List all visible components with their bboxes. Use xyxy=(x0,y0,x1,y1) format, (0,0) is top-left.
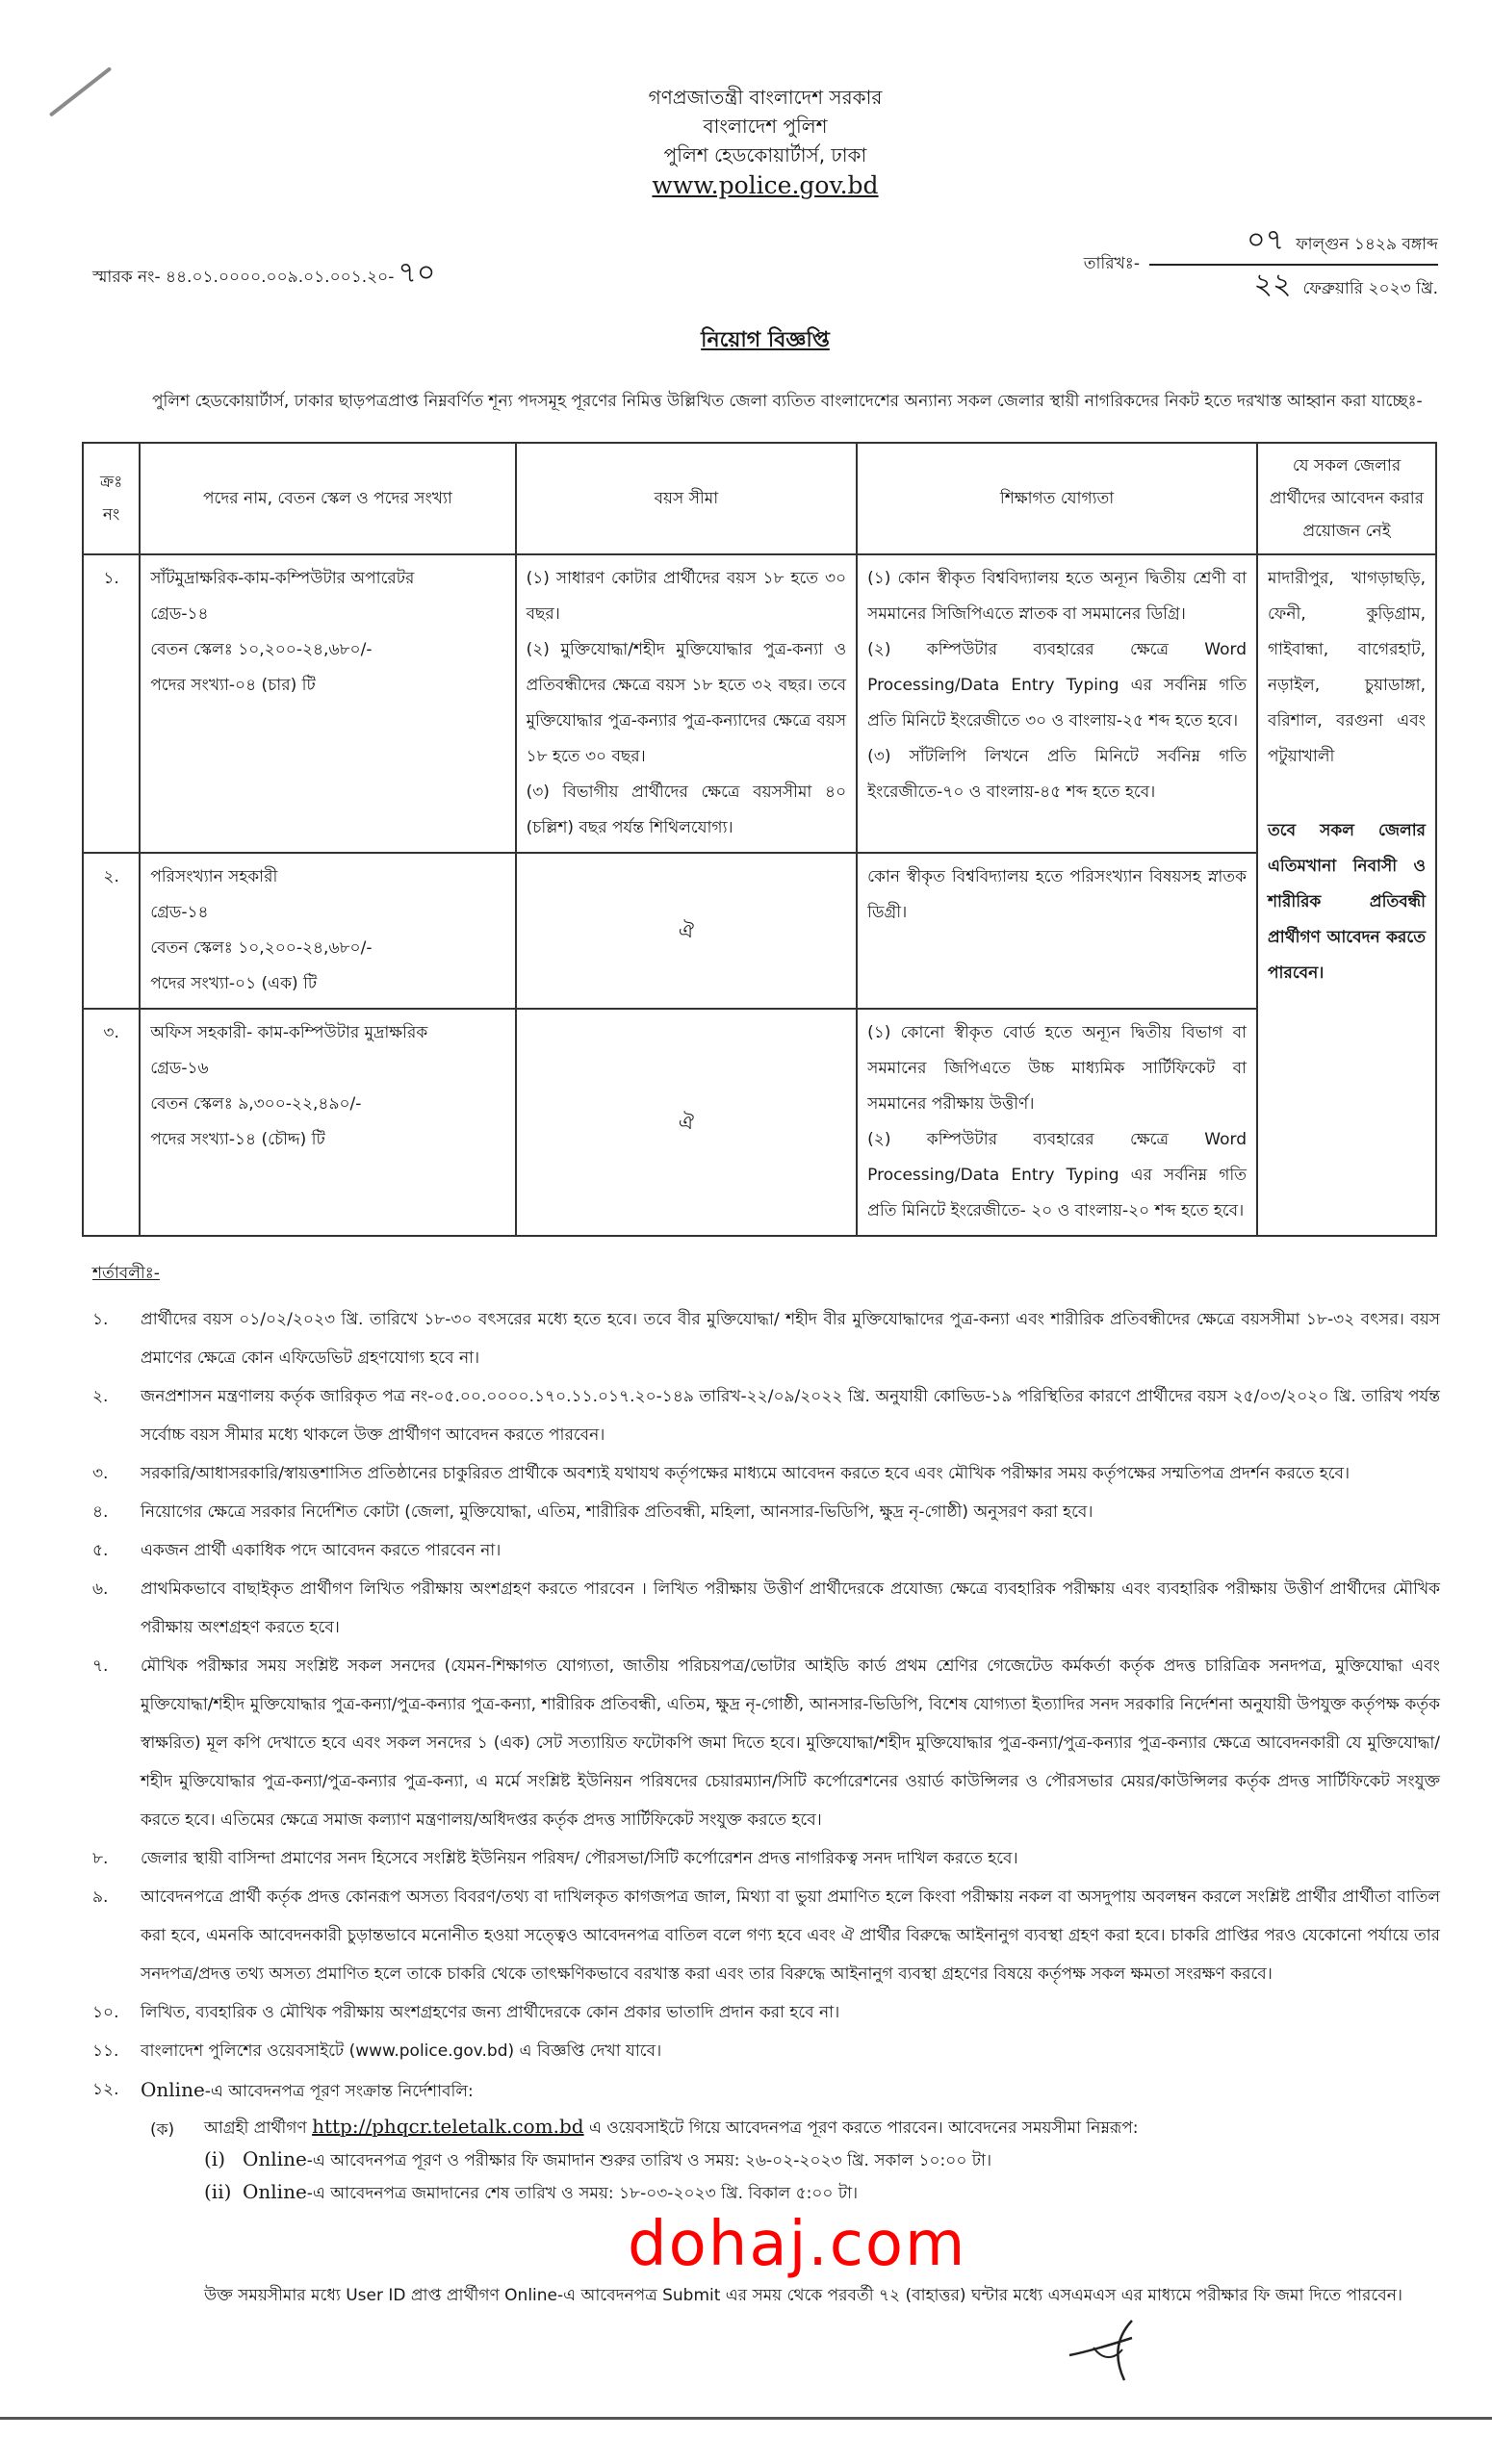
english-day: ২২ xyxy=(1253,268,1292,301)
age-ditto: ঐ xyxy=(516,853,858,1009)
term-text: মৌখিক পরীক্ষার সময় সংশ্লিষ্ট সকল সনদের (যেমন-শিক্ষাগত যোগ্যতা, জাতীয় পরিচয়পত্র/ভোটার আইডি কার্ড প্রথম শ্রেণির গেজেটেড কর্মকর্তা কর্তৃক প্রদত্ত চারিত্রিক সনদপত্র, মুক্তিযোদ্ধা এবং মুক্তিযোদ্ধা/শহীদ মুক্তিযোদ্ধার পুত্র-কন্যা/পুত্র-কন্যার পুত্র-কন্যা, শারীরিক প্রতিবন্ধী, এতিম, ক্ষুদ্র নৃ-গোষ্ঠী, আনসার-ভিডিপি, বিশেষ যোগ্যতা ইত্যাদির সনদ সরকারি নির্দেশনা অনুযায়ী উপযুক্ত কর্তৃপক্ষ কর্তৃক স্বাক্ষরিত) মূল কপি দেখাতে হবে এবং সকল সনদের ১ (এক) সেট সত্যায়িত ফটোকপি জমা দিতে হবে। মুক্তিযোদ্ধা/শহীদ মুক্তিযোদ্ধার পুত্র-কন্যা/পুত্র-কন্যার পুত্র-কন্যার ক্ষেত্রে আবেদনকারী যে মুক্তিযোদ্ধা/শহীদ মুক্তিযোদ্ধার পুত্র-কন্যা/পুত্র-কন্যার পুত্র-কন্যা, এ মর্মে সংশ্লিষ্ট ইউনিয়ন পরিষদের চেয়ারম্যান/সিটি কর্পোরেশনের ওয়ার্ড কাউন্সিলর ও পৌরসভার মেয়র/কাউন্সিলর কর্তৃক প্রদত্ত সার্টিফিকেট সংযুক্ত করতে হবে। এতিমের ক্ষেত্রে সমাজ কল্যাণ মন্ত্রণালয়/অধিদপ্তর কর্তৃক প্রদত্ত সার্টিফিকেট সংযুক্ত করতে হবে। xyxy=(141,1656,1440,1830)
term-text: লিখিত, ব্যবহারিক ও মৌখিক পরীক্ষায় অংশগ্রহণের জন্য প্রার্থীদেরকে কোন প্রকার ভাতাদি প্রদান করা হবে না। xyxy=(141,2003,840,2022)
table-row xyxy=(83,1009,1436,1236)
online-sub-item xyxy=(150,2111,1440,2311)
link-pre-text: আগ্রহী প্রার্থীগণ xyxy=(204,2118,307,2138)
spacer xyxy=(1268,775,1426,813)
signature xyxy=(1065,2317,1151,2384)
application-link-line xyxy=(204,2111,1440,2143)
date-label: তারিখঃ- xyxy=(1083,254,1140,273)
header-age: বয়স সীমা xyxy=(516,443,858,554)
memo-handwritten-no: ৭০ xyxy=(398,256,436,290)
page-bottom-edge xyxy=(0,2417,1492,2420)
term-text: জেলার স্থায়ী বাসিন্দা প্রমাণের সনদ হিসেবে সংশ্লিষ্ট ইউনিয়ন পরিষদ/ পৌরসভা/সিটি কর্পোরেশন প্রদত্ত নাগরিকত্ব সনদ দাখিল করতে হবে। xyxy=(141,1849,1018,1868)
post-scale: বেতন স্কেলঃ ৯,৩০০-২২,৪৯০/- xyxy=(150,1094,362,1114)
row-sl: ৩. xyxy=(83,1009,140,1236)
edu-item: (১) কোনো স্বীকৃত বোর্ড হতে অন্যূন দ্বিতীয় বিভাগ বা সমমানের জিপিএতে উচ্চ মাধ্যমিক সার্টিফিকেট বা সমমানের পরীক্ষায় উত্তীর্ণ। xyxy=(867,1023,1247,1114)
term-number: ৫. xyxy=(92,1541,109,1560)
row-sl: ১. xyxy=(83,554,140,853)
post-cell xyxy=(140,1009,515,1236)
notice-title-text: নিয়োগ বিজ্ঞপ্তি xyxy=(701,328,830,352)
districts-note: তবে সকল জেলার এতিমখানা নিবাসী ও শারীরিক প্রতিবন্ধী প্রার্থীগণ আবেদন করতে পারবেন। xyxy=(1268,821,1426,983)
term-item xyxy=(92,1300,1440,1377)
post-count: পদের সংখ্যা-১৪ (চৌদ্দ) টি xyxy=(150,1130,325,1149)
excluded-districts: মাদারীপুর, খাগড়াছড়ি, ফেনী, কুড়িগ্রাম, গাইবান্ধা, বাগেরহাট, নড়াইল, চুয়াডাঙ্গা, বরিশাল, বরগুনা এবং পটুয়াখালী xyxy=(1268,569,1426,766)
terms-section xyxy=(92,1254,1440,2311)
term-item xyxy=(92,1531,1440,1570)
time-number: (ii) xyxy=(204,2180,232,2203)
term-text: নিয়োগের ক্ষেত্রে সরকার নির্দেশিত কোটা (জেলা, মুক্তিযোদ্ধা, এতিম, শারীরিক প্রতিবন্ধী, মহিলা, আনসার-ভিডিপি, ক্ষুদ্র নৃ-গোষ্ঠী) অনুসরণ করা হবে। xyxy=(141,1502,1093,1522)
time-text: -এ আবেদনপত্র পূরণ ও পরীক্ষার ফি জমাদান শুরুর তারিখ ও সময়: ২৬-০২-২০২৩ খ্রি. সকাল ১০:০০ টা। xyxy=(306,2151,992,2170)
term-text: সরকারি/আধাসরকারি/স্বায়ত্তশাসিত প্রতিষ্ঠানের চাকুরিরত প্রার্থীকে অবশ্যই যথাযথ কর্তৃপক্ষের মাধ্যমে আবেদন করতে হবে এবং মৌখিক পরীক্ষার সময় কর্তৃপক্ষের সম্মতিপত্র প্রদর্শন করতে হবে। xyxy=(141,1464,1351,1483)
online-word: Online xyxy=(243,2147,307,2170)
govt-name: গণপ্রজাতন্ত্রী বাংলাদেশ সরকার xyxy=(648,86,883,109)
edu-item: (১) কোন স্বীকৃত বিশ্ববিদ্যালয় হতে অন্যূন দ্বিতীয় শ্রেণী বা সমমানের সিজিপিএতে স্নাতক বা সমমানের ডিগ্রি। xyxy=(867,569,1247,624)
term-number: ৭. xyxy=(92,1656,109,1676)
notice-title xyxy=(92,323,1438,359)
edu-item: (২) কম্পিউটার ব্যবহারের ক্ষেত্রে Word Processing/Data Entry Typing এর সর্বনিম্ন গতি প্রতি মিনিটে ইংরেজীতে- ২০ ও বাংলায়-২০ শব্দ হতে হবে। xyxy=(867,1130,1247,1220)
term-text: প্রাথমিকভাবে বাছাইকৃত প্রার্থীগণ লিখিত পরীক্ষায় অংশগ্রহণ করতে পারবেন । লিখিত পরীক্ষায় উত্তীর্ণ প্রার্থীদেরকে প্রযোজ্য ক্ষেত্রে ব্যবহারিক পরীক্ষায় এবং ব্যবহারিক পরীক্ষায় উত্তীর্ণ প্রার্থীদের মৌখিক পরীক্ষায় অংশগ্রহণ করতে হবে। xyxy=(141,1579,1441,1637)
table-row xyxy=(83,853,1436,1009)
sub-number: (ক) xyxy=(150,2120,175,2140)
vacancy-table xyxy=(82,442,1437,1237)
term-number: ৪. xyxy=(92,1502,109,1522)
online-instructions-title: -এ আবেদনপত্র পূরণ সংক্রান্ত নির্দেশাবলি: xyxy=(204,2082,474,2101)
term-number: ১. xyxy=(92,1310,109,1329)
watermark-row xyxy=(204,2209,1440,2280)
link-post-text: এ ওয়েবসাইটে গিয়ে আবেদনপত্র পূরণ করতে পারবেন। আবেদনের সময়সীমা নিম্নরূপ: xyxy=(589,2118,1139,2138)
term-number: ৩. xyxy=(92,1464,109,1483)
term-text: আবেদনপত্রে প্রার্থী কর্তৃক প্রদত্ত কোনরূপ অসত্য বিবরণ/তথ্য বা দাখিলকৃত কাগজপত্র জাল, মিথ্যা বা ভুয়া প্রমাণিত হলে কিংবা পরীক্ষায় নকল বা অসদুপায় অবলম্বন করলে সংশ্লিষ্ট প্রার্থীর প্রার্থীতা বাতিল করা হবে, এমনকি আবেদনকারী চুড়ান্তভাবে মনোনীত হওয়া সত্ত্বেও আবেদনপত্র বাতিল বলে গণ্য হবে এবং ঐ প্রার্থীর বিরুদ্ধে আইনানুগ ব্যবস্থা গ্রহণ করা হবে। চাকরি প্রাপ্তির পরও যেকোনো পর্যায়ে তার সনদপত্র/প্রদত্ত তথ্য অসত্য প্রমাণিত হলে তাকে চাকরি থেকে তাৎক্ষণিকভাবে বরখাস্ত করা এবং তার বিরুদ্ধে আইনানুগ ব্যবস্থা গ্রহণের বিষয়ে কর্তৃপক্ষ সকল ক্ষমতা সংরক্ষণ করবে। xyxy=(141,1887,1440,1984)
term-item xyxy=(92,1839,1440,1878)
term-item xyxy=(92,1493,1440,1531)
edu-cell xyxy=(857,1009,1257,1236)
end-time xyxy=(204,2176,1440,2209)
term-text: বাংলাদেশ পুলিশের ওয়েবসাইটে (www.police.gov.bd) এ বিজ্ঞপ্তি দেখা যাবে। xyxy=(141,2041,662,2061)
term-item-online xyxy=(92,2070,1440,2111)
term-item xyxy=(92,1570,1440,1647)
term-number: ১০. xyxy=(92,2003,119,2022)
memo-label: স্মারক নং- ৪৪.০১.০০০০.০০৯.০১.০০১.২০- xyxy=(92,268,395,287)
term-item xyxy=(92,1878,1440,1993)
edu-cell xyxy=(857,853,1257,1009)
row-sl: ২. xyxy=(83,853,140,1009)
signature-row xyxy=(92,2311,1438,2388)
terms-heading: শর্তাবলীঃ- xyxy=(92,1264,160,1283)
header-post: পদের নাম, বেতন স্কেল ও পদের সংখ্যা xyxy=(140,443,515,554)
term-number: ৮. xyxy=(92,1849,109,1868)
term-text: একজন প্রার্থী একাধিক পদে আবেদন করতে পারবেন না। xyxy=(141,1541,502,1560)
website-link[interactable]: www.police.gov.bd xyxy=(652,171,879,199)
english-month-year: ফেব্রুয়ারি ২০২৩ খ্রি. xyxy=(1302,279,1438,298)
dept-name: বাংলাদেশ পুলিশ xyxy=(703,115,828,138)
online-word: Online xyxy=(141,2078,205,2101)
edu-item: (২) কম্পিউটার ব্যবহারের ক্ষেত্রে Word Processing/Data Entry Typing এর সর্বনিম্ন গতি প্রতি মিনিটে ইংরেজীতে ৩০ ও বাংলায়-২৫ শব্দ হতে হবে। xyxy=(867,640,1247,731)
intro-paragraph: পুলিশ হেডকোয়ার্টার্স, ঢাকার ছাড়পত্রপ্রাপ্ত নিম্নবর্ণিত শূন্য পদসমূহ পূরণের নিমিত্ত উল্লিখিত জেলা ব্যতিত বাংলাদেশের অন্যান্য সকল জেলার স্থায়ী নাগরিকদের নিকট হতে দরখাস্ত আহ্বান করা যাচ্ছেঃ- xyxy=(152,392,1423,411)
online-word: Online xyxy=(243,2180,307,2203)
post-count: পদের সংখ্যা-০৪ (চার) টি xyxy=(150,676,316,695)
term-text xyxy=(141,2070,1440,2111)
age-ditto: ঐ xyxy=(516,1009,858,1236)
fee-note: উক্ত সময়সীমার মধ্যে User ID প্রাপ্ত প্রার্থীগণ Online-এ আবেদনপত্র Submit এর সময় থেকে পরবর্তী ৭২ (বাহাত্তর) ঘন্টার মধ্যে এসএমএস এর মাধ্যমে পরীক্ষার ফি জমা দিতে পারবেন। xyxy=(204,2286,1402,2305)
header-sl: ক্রঃ নং xyxy=(83,443,140,554)
letterhead xyxy=(92,83,1438,202)
bangla-month-year: ফাল্গুন ১৪২৯ বঙ্গাব্দ xyxy=(1296,235,1438,254)
date-stack xyxy=(1149,223,1438,306)
age-cell xyxy=(516,554,858,853)
office-name: পুলিশ হেডকোয়ার্টার্স, ঢাকা xyxy=(663,143,867,167)
sub-text xyxy=(204,2111,1440,2311)
term-item xyxy=(92,1454,1440,1493)
header-districts: যে সকল জেলার প্রার্থীদের আবেদন করার প্রয়োজন নেই xyxy=(1257,443,1436,554)
term-number: ৬. xyxy=(92,1579,109,1599)
post-name: অফিস সহকারী- কাম-কম্পিউটার মুদ্রাক্ষরিক xyxy=(150,1023,428,1042)
post-grade: গ্রেড-১৪ xyxy=(150,604,209,624)
bangla-date xyxy=(1247,223,1438,262)
term-item xyxy=(92,1377,1440,1454)
term-text: জনপ্রশাসন মন্ত্রণালয় কর্তৃক জারিকৃত পত্র নং-০৫.০০.০০০০.১৭০.১১.০১৭.২০-১৪৯ তারিখ-২২/০৯/২০২২ খ্রি. অনুযায়ী কোভিড-১৯ পরিস্থিতির কারণে প্রার্থীদের বয়স ২৫/০৩/২০২০ খ্রি. তারিখ পর্যন্ত সর্বোচ্চ বয়স সীমার মধ্যে থাকলে উক্ত প্রার্থীগণ আবেদন করতে পারবেন। xyxy=(141,1387,1440,1445)
english-date xyxy=(1253,268,1438,306)
edu-cell xyxy=(857,554,1257,853)
edu-item: (৩) সাঁটলিপি লিখনে প্রতি মিনিটে সর্বনিম্ন গতি ইংরেজীতে-৭০ ও বাংলায়-৪৫ শব্দ হতে হবে। xyxy=(867,747,1247,802)
term-item xyxy=(92,2032,1440,2070)
age-item: (১) সাধারণ কোটার প্রার্থীদের বয়স ১৮ হতে ৩০ বছর। xyxy=(526,569,847,624)
post-grade: গ্রেড-১৬ xyxy=(150,1059,209,1078)
time-number: (i) xyxy=(204,2147,226,2170)
table-header-row xyxy=(83,443,1436,554)
term-text: প্রার্থীদের বয়স ০১/০২/২০২৩ খ্রি. তারিখে ১৮-৩০ বৎসরের মধ্যে হতে হবে। তবে বীর মুক্তিযোদ্ধা/ শহীদ বীর মুক্তিযোদ্ধাদের পুত্র-কন্যা এবং শারীরিক প্রতিবন্ধীদের ক্ষেত্রে বয়সসীমা ১৮-৩২ বৎসর। বয়স প্রমাণের ক্ষেত্রে কোন এফিডেভিট গ্রহণযোগ্য হবে না। xyxy=(141,1310,1440,1368)
edu-item: কোন স্বীকৃত বিশ্ববিদ্যালয় হতে পরিসংখ্যান বিষয়সহ স্নাতক ডিগ্রী। xyxy=(867,867,1247,922)
post-count: পদের সংখ্যা-০১ (এক) টি xyxy=(150,974,318,993)
start-time xyxy=(204,2143,1440,2176)
excluded-districts-cell xyxy=(1257,554,1436,1236)
term-number: ২. xyxy=(92,1387,109,1406)
table-row xyxy=(83,554,1436,853)
header-edu: শিক্ষাগত যোগ্যতা xyxy=(857,443,1257,554)
term-item xyxy=(92,1993,1440,2032)
age-item: (৩) বিভাগীয় প্রার্থীদের ক্ষেত্রে বয়সসীমা ৪০ (চল্লিশ) বছর পর্যন্ত শিথিলযোগ্য। xyxy=(526,783,847,837)
post-grade: গ্রেড-১৪ xyxy=(150,903,209,922)
date-divider xyxy=(1149,264,1438,266)
post-name: পরিসংখ্যান সহকারী xyxy=(150,867,278,886)
term-item xyxy=(92,1647,1440,1839)
date-block xyxy=(1084,223,1438,306)
term-number: ৯. xyxy=(92,1887,109,1907)
time-text: -এ আবেদনপত্র জমাদানের শেষ তারিখ ও সময়: ১৮-০৩-২০২৩ খ্রি. বিকাল ৫:০০ টা। xyxy=(306,2184,859,2203)
watermark: dohaj.com xyxy=(628,2209,967,2280)
age-item: (২) মুক্তিযোদ্ধা/শহীদ মুক্তিযোদ্ধার পুত্র-কন্যা ও প্রতিবন্ধীদের ক্ষেত্রে বয়স ১৮ হতে ৩২ বছর। তবে মুক্তিযোদ্ধার পুত্র-কন্যার পুত্র-কন্যাদের ক্ষেত্রে বয়স ১৮ হতে ৩০ বছর। xyxy=(526,640,847,766)
post-name: সাঁটমুদ্রাক্ষরিক-কাম-কম্পিউটার অপারেটর xyxy=(150,569,415,588)
post-cell xyxy=(140,554,515,853)
memo-number xyxy=(92,249,435,306)
reference-row xyxy=(92,223,1438,306)
post-scale: বেতন স্কেলঃ ১০,২০০-২৪,৬৮০/- xyxy=(150,640,373,659)
application-link[interactable]: http://phqcr.teletalk.com.bd xyxy=(312,2115,584,2138)
bangla-day: ০৭ xyxy=(1247,223,1285,257)
post-scale: বেতন স্কেলঃ ১০,২০০-২৪,৬৮০/- xyxy=(150,938,373,958)
post-cell xyxy=(140,853,515,1009)
term-number: ১১. xyxy=(92,2041,119,2061)
term-number: ১২. xyxy=(92,2080,119,2099)
